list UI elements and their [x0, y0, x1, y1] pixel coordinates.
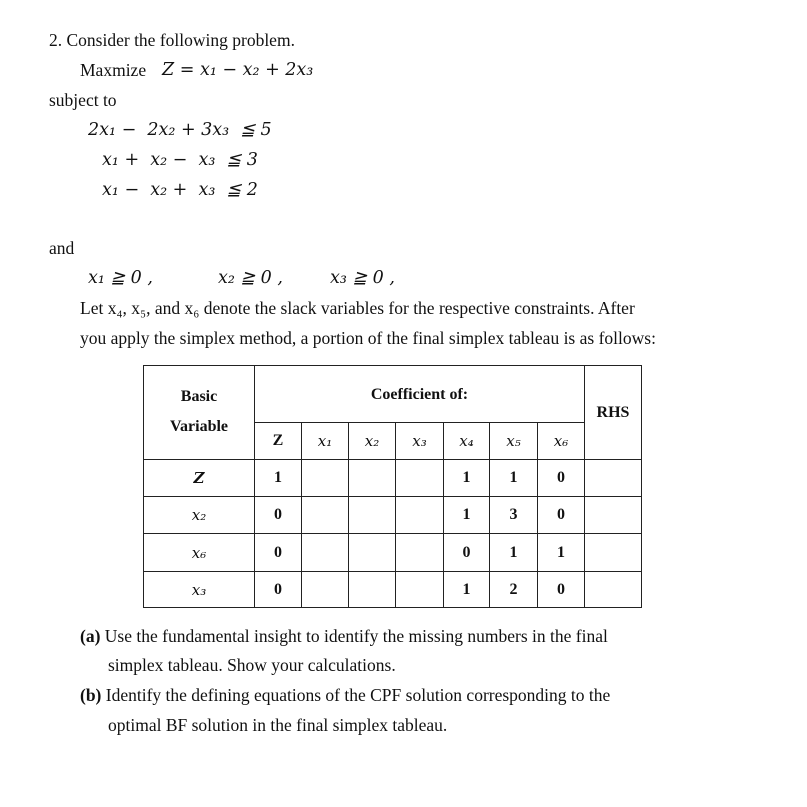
cell-x2-x6: 0	[557, 506, 565, 523]
col-header-z: Z	[272, 432, 284, 449]
simplex-tableau	[143, 365, 642, 608]
cell-x6-x4: 0	[462, 543, 471, 561]
rhs-header: RHS	[596, 404, 630, 421]
col-header-x2: x₂	[364, 432, 380, 450]
cell-x3-x6: 0	[557, 580, 565, 598]
cell-x6-z: 0	[274, 543, 282, 561]
col-header-x1: x₁	[317, 432, 333, 450]
paragraph-line-2: you apply the simplex method, a portion of the final simplex tableau is as follows:	[80, 328, 656, 348]
cell-x2-x5: 3	[509, 506, 518, 523]
nonneg-x3: x₃ ≧ 0 ,	[330, 268, 395, 288]
constraint-3: x₁ − x₂ + x₃ ≦ 2	[102, 180, 258, 200]
col-header-x6: x₆	[553, 432, 569, 450]
constraint-2: x₁ + x₂ − x₃ ≦ 3	[102, 150, 258, 170]
question-b-label: (b)	[80, 685, 102, 705]
cell-x3-x4: 1	[462, 580, 471, 598]
objective-function: Z = x₁ − x₂ + 2x₃	[162, 60, 314, 80]
question-a-line-1	[80, 626, 608, 647]
cell-x2-z: 0	[274, 506, 282, 523]
row-basic-x6: x₆	[191, 543, 207, 562]
question-b-line-1	[80, 685, 610, 706]
constraint-1: 2x₁ − 2x₂ + 3x₃ ≦ 5	[88, 120, 272, 140]
nonneg-x2: x₂ ≧ 0 ,	[218, 268, 283, 288]
cell-x3-x5: 2	[509, 580, 518, 598]
cell-x6-x5: 1	[509, 543, 518, 561]
basic-header-line-2: Variable	[169, 418, 229, 435]
and-label: and	[49, 238, 75, 258]
nonneg-x1: x₁ ≧ 0 ,	[88, 268, 153, 288]
cell-z-x4: 1	[462, 469, 471, 486]
problem-heading: 2. Consider the following problem.	[49, 30, 295, 50]
paragraph-line-1: Let x₄, x₅, and x₆ denote the slack variables for the respective constraints. After	[80, 298, 635, 318]
objective-label: Maxmize	[80, 60, 147, 80]
row-basic-z: Z	[193, 469, 205, 487]
cell-x2-x4: 1	[462, 506, 471, 523]
col-header-x4: x₄	[459, 432, 474, 450]
col-header-x5: x₅	[506, 432, 521, 450]
question-a-line-2: simplex tableau. Show your calculations.	[108, 655, 396, 675]
question-b-text-1: Identify the defining equations of the CPF solution corresponding to the	[105, 685, 611, 705]
row-basic-x3: x₃	[191, 580, 207, 599]
cell-x6-x6: 1	[557, 543, 565, 561]
basic-header-line-1: Basic	[180, 388, 218, 405]
coefficient-header: Coefficient of:	[370, 386, 469, 403]
cell-z-z: 1	[274, 469, 282, 486]
cell-x3-z: 0	[274, 580, 282, 598]
question-a-text-1: Use the fundamental insight to identify the missing numbers in the final	[104, 626, 608, 646]
subject-to-label: subject to	[49, 90, 117, 110]
cell-z-x6: 0	[557, 469, 565, 486]
question-b-line-2: optimal BF solution in the final simplex tableau.	[108, 715, 448, 735]
col-header-x3: x₃	[412, 432, 427, 450]
row-basic-x2: x₂	[191, 506, 207, 524]
cell-z-x5: 1	[509, 469, 518, 486]
question-a-label: (a)	[80, 626, 101, 646]
